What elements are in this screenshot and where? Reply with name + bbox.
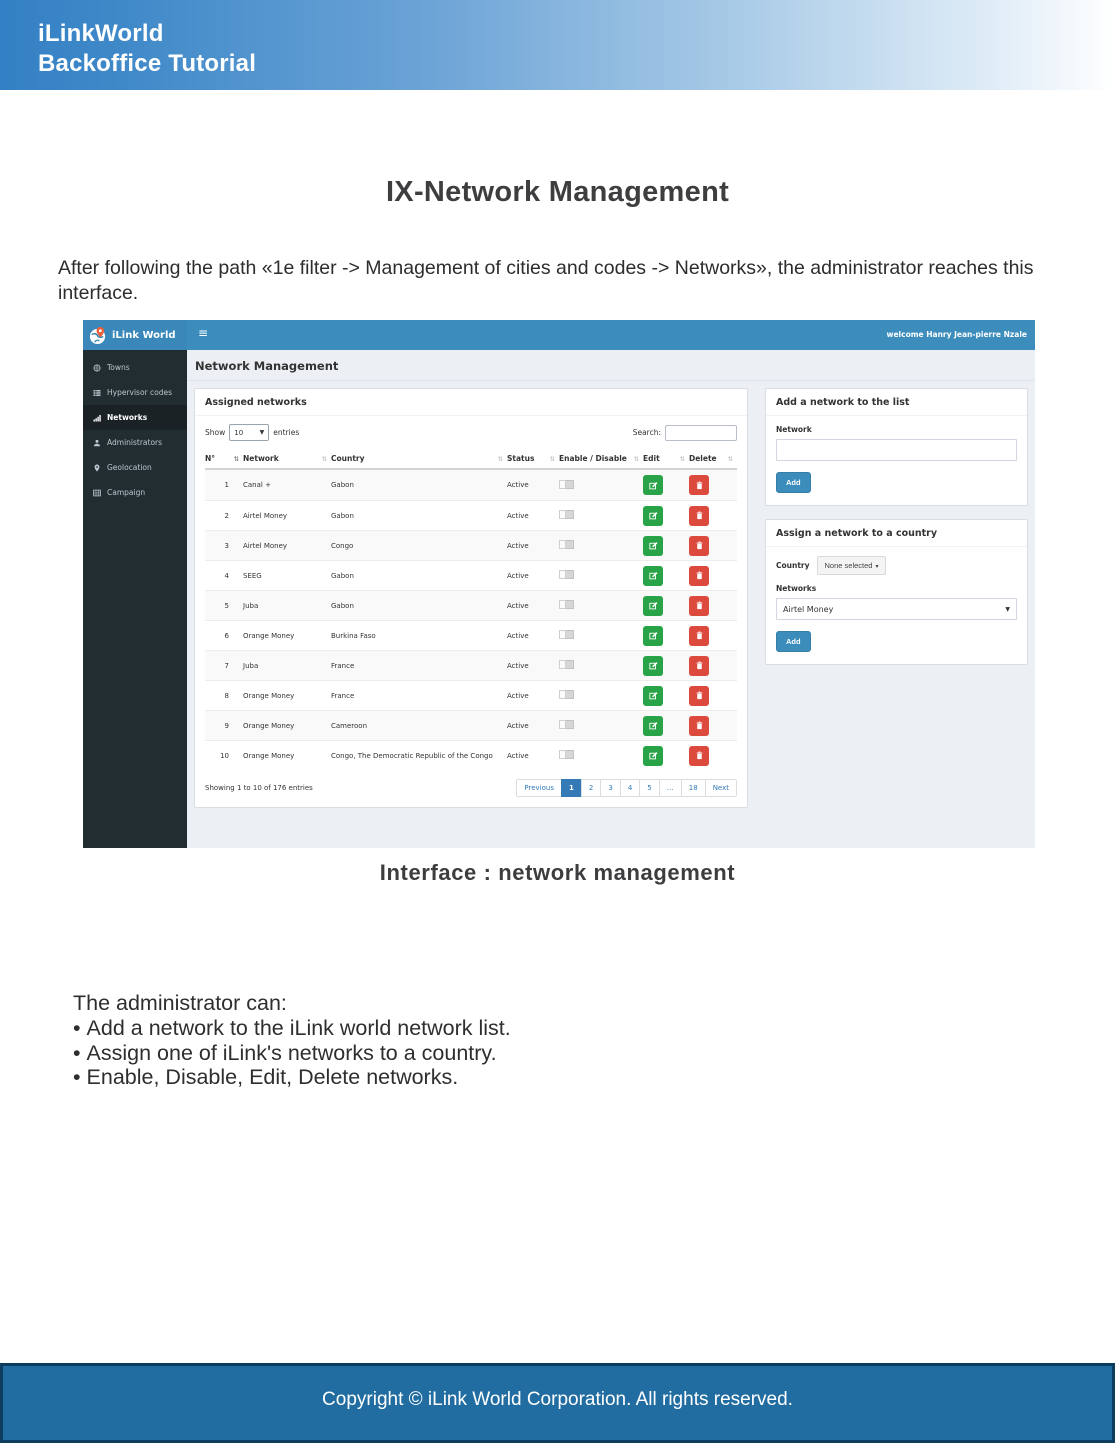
edit-pencil-icon	[649, 481, 658, 490]
ilink-globe-logo-icon	[88, 326, 107, 345]
country-select-button[interactable]: None selected ▾	[817, 556, 887, 575]
sort-icon: ⇅	[679, 454, 685, 463]
edit-pencil-icon	[649, 691, 658, 700]
network-field-label: Network	[776, 425, 812, 434]
document-header-banner	[0, 0, 1115, 90]
row-number: 8	[224, 691, 229, 700]
screenshot-caption: Interface : network management	[379, 860, 736, 885]
edit-button[interactable]	[643, 686, 663, 706]
sidebar-item-administrators[interactable]	[83, 430, 187, 455]
sidebar-item-label: Administrators	[107, 438, 163, 447]
search-label: Search:	[632, 428, 661, 437]
sort-icon: ⇅	[497, 454, 503, 463]
chevron-down-icon: ▾	[875, 564, 879, 570]
status-cell: Active	[507, 751, 529, 760]
column-header-country[interactable]: Country ⇅	[331, 454, 503, 463]
country-cell: Gabon	[331, 601, 354, 610]
country-cell: Gabon	[331, 571, 354, 580]
right-column	[765, 388, 1028, 678]
delete-button[interactable]	[689, 686, 709, 706]
brand-line-2: Backoffice Tutorial	[38, 49, 257, 77]
pagination-ellipsis: …	[659, 779, 682, 797]
country-cell: Congo	[331, 541, 354, 550]
table-icon	[93, 489, 101, 497]
edit-pencil-icon	[649, 661, 658, 670]
delete-button[interactable]	[689, 566, 709, 586]
trash-icon	[695, 571, 704, 580]
row-number: 7	[224, 661, 229, 670]
country-cell: Gabon	[331, 481, 354, 489]
network-cell: Orange Money	[243, 691, 295, 700]
status-cell: Active	[507, 601, 529, 610]
trash-icon	[695, 601, 704, 610]
add-network-panel-title: Add a network to the list	[766, 389, 1027, 416]
enable-disable-toggle[interactable]	[559, 660, 574, 669]
sidebar-item-towns[interactable]	[83, 355, 187, 380]
capabilities-heading: The administrator can:	[73, 991, 287, 1015]
entries-label: entries	[273, 428, 300, 437]
page-length-select[interactable]: 10 ▼	[229, 424, 269, 441]
delete-button[interactable]	[689, 506, 709, 526]
enable-disable-toggle[interactable]	[559, 750, 574, 759]
delete-button[interactable]	[689, 626, 709, 646]
pagination-next[interactable]: Next	[705, 779, 737, 797]
sort-icon: ⇅	[633, 454, 639, 463]
edit-button[interactable]	[643, 475, 663, 495]
pagination-page-18[interactable]: 18	[681, 779, 706, 797]
sidebar-item-label: Towns	[107, 363, 130, 372]
assign-network-panel	[765, 519, 1028, 665]
network-name-input[interactable]	[776, 439, 1017, 461]
app-navbar	[187, 320, 1035, 350]
trash-icon	[695, 631, 704, 640]
enable-disable-toggle[interactable]	[559, 600, 574, 609]
search-input[interactable]	[665, 425, 737, 441]
edit-button[interactable]	[643, 536, 663, 556]
edit-pencil-icon	[649, 751, 658, 760]
pagination-page-3[interactable]: 3	[600, 779, 620, 797]
add-network-panel	[765, 388, 1028, 506]
status-cell: Active	[507, 691, 529, 700]
content-heading: Network Management	[187, 350, 1035, 381]
edit-pencil-icon	[649, 571, 658, 580]
status-cell: Active	[507, 541, 529, 550]
copyright-footer	[0, 1363, 1115, 1443]
column-header-delete[interactable]: Delete ⇅	[689, 454, 733, 463]
enable-disable-toggle[interactable]	[559, 510, 574, 519]
status-cell: Active	[507, 721, 529, 730]
app-brand-text: iLink World	[112, 329, 176, 341]
delete-button[interactable]	[689, 716, 709, 736]
entries-summary: Showing 1 to 10 of 176 entries	[205, 784, 313, 792]
network-cell: Orange Money	[243, 751, 295, 760]
sidebar-item-label: Geolocation	[107, 463, 152, 472]
row-number: 10	[220, 751, 229, 760]
add-network-button[interactable]: Add	[776, 472, 811, 493]
status-cell: Active	[507, 511, 529, 520]
network-cell: Orange Money	[243, 721, 295, 730]
country-cell: Congo, The Democratic Republic of the Congo	[331, 751, 493, 760]
sidebar-item-label: Networks	[107, 413, 148, 422]
enable-disable-toggle[interactable]	[559, 690, 574, 699]
administrator-capabilities	[73, 991, 511, 1090]
app-screenshot	[83, 320, 1035, 848]
enable-disable-toggle[interactable]	[559, 540, 574, 549]
signal-icon	[93, 414, 101, 422]
edit-pencil-icon	[649, 511, 658, 520]
row-number: 4	[224, 571, 229, 580]
enable-disable-toggle[interactable]	[559, 720, 574, 729]
network-cell: Canal +	[243, 481, 271, 489]
capability-item: • Enable, Disable, Edit, Delete networks.	[73, 1065, 459, 1090]
pagination-page-5[interactable]: 5	[639, 779, 659, 797]
sidebar-item-campaign[interactable]	[83, 480, 187, 505]
country-field-label: Country	[776, 561, 810, 570]
trash-icon	[695, 481, 704, 490]
app-sidebar	[83, 350, 187, 848]
row-number: 6	[224, 631, 229, 640]
table-row	[205, 650, 737, 680]
edit-button[interactable]	[643, 626, 663, 646]
column-header-number[interactable]: N° ⇅	[205, 454, 239, 463]
table-row	[205, 620, 737, 650]
trash-icon	[695, 541, 704, 550]
edit-button[interactable]	[643, 746, 663, 766]
table-row	[205, 680, 737, 710]
network-cell: SEEG	[243, 571, 262, 580]
column-header-edit[interactable]: Edit ⇅	[643, 454, 685, 463]
row-number: 3	[224, 541, 229, 550]
row-number: 5	[224, 601, 229, 610]
assign-network-button[interactable]: Add	[776, 631, 811, 652]
country-cell: France	[331, 691, 355, 700]
capability-item: • Add a network to the iLink world network list.	[73, 1015, 511, 1040]
network-cell: Airtel Money	[243, 511, 288, 520]
delete-button[interactable]	[689, 596, 709, 616]
network-cell: Airtel Money	[243, 541, 288, 550]
edit-pencil-icon	[649, 721, 658, 730]
column-header-network[interactable]: Network ⇅	[243, 454, 327, 463]
chevron-down-icon: ▼	[1005, 605, 1010, 613]
edit-button[interactable]	[643, 656, 663, 676]
sidebar-item-label: Hypervisor codes	[107, 388, 173, 397]
table-header-row	[205, 450, 737, 470]
status-cell: Active	[507, 571, 529, 580]
assign-network-panel-title: Assign a network to a country	[766, 520, 1027, 547]
pagination-page-1[interactable]: 1	[561, 779, 582, 797]
chevron-down-icon: ▼	[259, 429, 265, 436]
table-row	[205, 560, 737, 590]
country-cell: Gabon	[331, 511, 354, 520]
networks-field-label: Networks	[776, 584, 817, 593]
copyright-text: Copyright © iLink World Corporation. All rights reserved.	[322, 1389, 793, 1410]
sidebar-item-networks[interactable]	[83, 405, 187, 430]
assigned-networks-title: Assigned networks	[195, 389, 747, 416]
table-row	[205, 470, 737, 500]
page-title: IX-Network Management	[385, 176, 730, 208]
network-cell: Juba	[243, 601, 259, 610]
delete-button[interactable]	[689, 656, 709, 676]
column-header-status[interactable]: Status ⇅	[507, 454, 555, 463]
sidebar-item-label: Campaign	[107, 488, 146, 497]
welcome-user-text: welcome Hanry Jean-pierre Nzale	[886, 330, 1027, 339]
edit-pencil-icon	[649, 601, 658, 610]
network-cell: Orange Money	[243, 631, 295, 640]
sidebar-item-hypervisor-codes[interactable]	[83, 380, 187, 405]
sort-icon: ⇅	[727, 454, 733, 463]
country-cell: France	[331, 661, 355, 670]
trash-icon	[695, 691, 704, 700]
map-marker-icon	[93, 464, 101, 472]
assigned-networks-panel	[194, 388, 748, 808]
enable-disable-toggle[interactable]	[559, 570, 574, 579]
pagination	[516, 779, 737, 797]
delete-button[interactable]	[689, 475, 709, 495]
trash-icon	[695, 751, 704, 760]
trash-icon	[695, 721, 704, 730]
table-row	[205, 710, 737, 740]
row-number: 1	[224, 481, 229, 489]
brand-line-1: iLinkWorld	[38, 20, 164, 47]
network-cell: Juba	[243, 661, 259, 670]
status-cell: Active	[507, 661, 529, 670]
sort-icon: ⇅	[233, 454, 239, 463]
trash-icon	[695, 661, 704, 670]
pagination-page-2[interactable]: 2	[581, 779, 601, 797]
table-row	[205, 500, 737, 530]
edit-pencil-icon	[649, 631, 658, 640]
country-cell: Cameroon	[331, 721, 368, 730]
row-number: 9	[224, 721, 229, 730]
networks-table	[205, 450, 737, 770]
enable-disable-toggle[interactable]	[559, 480, 574, 489]
delete-button[interactable]	[689, 536, 709, 556]
capability-item: • Assign one of iLink's networks to a country.	[73, 1040, 497, 1065]
status-cell: Active	[507, 631, 529, 640]
table-row	[205, 590, 737, 620]
country-cell: Burkina Faso	[331, 631, 376, 640]
sort-icon: ⇅	[321, 454, 327, 463]
intro-paragraph: After following the path «1e filter -> Management of cities and codes -> Networks», the administrator reaches this interface.	[58, 257, 1034, 305]
edit-button[interactable]	[643, 506, 663, 526]
sort-icon: ⇅	[549, 454, 555, 463]
show-label: Show	[205, 428, 226, 437]
pagination-previous[interactable]: Previous	[516, 779, 562, 797]
delete-button[interactable]	[689, 746, 709, 766]
edit-button[interactable]	[643, 716, 663, 736]
pagination-page-4[interactable]: 4	[620, 779, 640, 797]
networks-select[interactable]: Airtel Money ▼	[776, 598, 1017, 620]
user-icon	[93, 439, 101, 447]
edit-button[interactable]	[643, 566, 663, 586]
row-number: 2	[224, 511, 229, 520]
sidebar-item-geolocation[interactable]	[83, 455, 187, 480]
list-icon	[93, 389, 101, 397]
table-row	[205, 530, 737, 560]
status-cell: Active	[507, 481, 529, 489]
hamburger-icon[interactable]: ≡	[198, 326, 209, 340]
table-body	[205, 470, 737, 770]
edit-pencil-icon	[649, 541, 658, 550]
column-header-enable-disable[interactable]: Enable / Disable ⇅	[559, 454, 639, 463]
app-logo[interactable]	[83, 320, 187, 350]
trash-icon	[695, 511, 704, 520]
enable-disable-toggle[interactable]	[559, 630, 574, 639]
edit-button[interactable]	[643, 596, 663, 616]
globe-icon	[93, 364, 101, 372]
table-row	[205, 740, 737, 770]
app-content-area	[187, 350, 1035, 848]
